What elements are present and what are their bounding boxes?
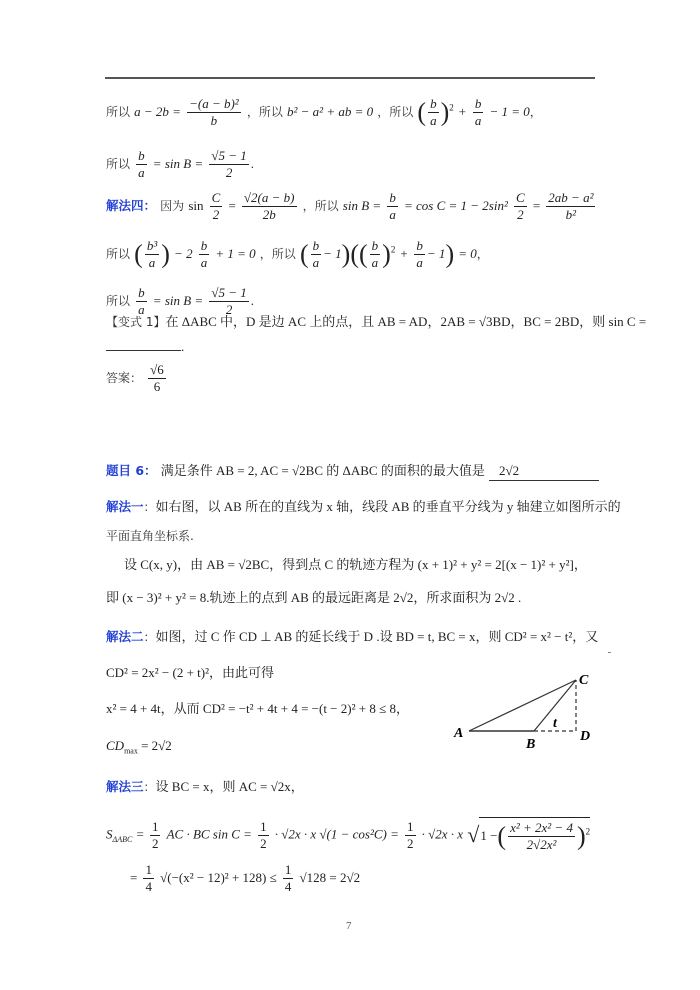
method3-line2 <box>106 817 590 853</box>
numerator: 1 <box>145 862 152 877</box>
fraction <box>209 148 248 181</box>
math: = <box>130 870 138 885</box>
denominator: a <box>138 302 145 317</box>
denominator: 4 <box>284 879 292 894</box>
text: 因为 <box>160 199 185 213</box>
paren-close: ) <box>576 821 586 851</box>
numerator: b <box>389 190 396 205</box>
denominator: 4 <box>145 879 152 894</box>
fraction <box>143 862 154 895</box>
math: sin <box>188 198 204 213</box>
sqrt-sign: √ <box>467 822 480 847</box>
header-rule <box>105 77 595 79</box>
method3-tail-line1: 所以 a − 2b = $\frac{\text{−(a − b)²}}{b}$ ，所以 b² − a² + ab = 0 ，所以 ( $\frac{b}{a}$ )$^2$ + $\frac{b}{a}$ − 1 = 0， <box>106 96 542 128</box>
variant-text: 在 ΔABC 中，D 是边 AC 上的点，且 AB = AD，2AB = √3BD，BC = 2BD，则 sin C = <box>165 314 647 329</box>
math: = 0 <box>458 246 477 261</box>
text: 所以 <box>106 247 131 261</box>
paren-open: ( <box>417 97 427 127</box>
numerator: b <box>200 238 208 253</box>
text: 平面直角坐标系. <box>106 529 194 543</box>
text: 如图，过 C 作 CD ⊥ AB 的延长线于 D .设 BD = t, BC = x，则 CD² = x² − t²，又 <box>155 629 599 644</box>
label-c: C <box>579 673 589 688</box>
math: − 1 <box>426 246 446 261</box>
numerator: b <box>474 96 482 111</box>
fraction <box>414 238 425 271</box>
problem-text: 满足条件 AB = 2, AC = √2BC 的 ΔABC 的面积的最大值是 <box>160 463 485 478</box>
method3-line3 <box>130 862 360 895</box>
math: √(−(x² − 12)² + 128) ≤ <box>160 870 277 885</box>
stray-mark <box>608 652 611 653</box>
denominator: b² <box>565 207 577 222</box>
paren-close: ) <box>161 239 170 269</box>
fraction <box>514 190 527 223</box>
denominator: a <box>148 255 156 270</box>
method3-tail-line2 <box>106 148 254 181</box>
fraction <box>199 238 210 271</box>
text: . <box>250 293 255 308</box>
numerator: C <box>211 190 221 205</box>
text: 即 (x − 3)² + y² = 8.轨迹上的点到 AB 的最远距离是 2√2，所求面积为 2√2 . <box>106 590 522 605</box>
math: = <box>532 198 541 213</box>
text: ： <box>143 630 156 644</box>
paren-open: ( <box>497 821 507 851</box>
page-number: 7 <box>346 920 352 932</box>
subscript: max <box>124 746 138 756</box>
denominator: a <box>312 255 320 270</box>
text: ： <box>143 500 156 514</box>
numerator: b <box>430 96 437 111</box>
text: ，所以 <box>377 105 414 119</box>
text: 设 C(x, y)，由 AB = √2BC，得到点 C 的轨迹方程为 (x + 1)² + y² = 2[(x − 1)² + y²]， <box>124 557 587 572</box>
text: 所以 <box>106 294 131 308</box>
problem6-statement <box>106 462 599 481</box>
label-a: A <box>454 726 464 741</box>
math: sin B = <box>342 198 382 213</box>
denominator: b <box>210 113 218 128</box>
fraction <box>150 819 161 852</box>
numerator: √2(a − b) <box>243 190 295 205</box>
paren-open: ( <box>359 239 368 269</box>
method2-line1 <box>106 628 598 647</box>
denominator: 2 <box>517 207 524 222</box>
text: 设 BC = x，则 AC = √2x， <box>155 779 304 794</box>
text: ： <box>143 780 156 794</box>
denominator: 2b <box>262 207 276 222</box>
denominator: 2 <box>225 165 233 180</box>
math: = cos C = 1 − 2sin² <box>403 198 508 213</box>
variant1-blank-line <box>106 338 184 357</box>
method3-line1 <box>106 778 304 797</box>
math: a − 2b = <box>134 104 181 119</box>
numerator: √5 − 1 <box>211 285 247 300</box>
numerator: b <box>416 238 423 253</box>
paren-close: ) <box>445 239 455 269</box>
answer-blank <box>106 338 181 351</box>
paren-open: ( <box>350 239 359 269</box>
numerator: b <box>138 285 145 300</box>
math: √128 = 2√2 <box>299 870 361 885</box>
denominator: 6 <box>153 379 161 394</box>
fraction <box>242 190 297 223</box>
fraction <box>283 862 294 895</box>
method1-label: 解法一 <box>106 499 144 514</box>
text: 所以 <box>106 105 131 119</box>
fraction <box>210 190 223 223</box>
math: · √2x · x <box>421 826 464 842</box>
problem-answer: 2√2 <box>489 462 599 481</box>
method4-line2: 所以 ( $\frac{\text{b³}}{a}$ ) − 2 $\frac{b}{a}$ + 1 = 0 ，所以 ( $\frac{b}{a}$ − 1)(( $\frac{b}{a}$ )$^2$ + $\frac{b}{a}$ − 1) = 0， <box>106 238 489 270</box>
fraction <box>387 190 398 223</box>
math: S <box>106 826 113 842</box>
label-d: D <box>580 729 591 744</box>
numerator: b <box>371 238 379 253</box>
text: ， <box>476 247 489 261</box>
math: + 1 = 0 <box>215 246 256 261</box>
math: − 1 = 0 <box>489 104 530 119</box>
numerator: b <box>312 238 320 253</box>
answer-label: 答案： <box>106 371 143 385</box>
method1-line2 <box>106 527 194 546</box>
variant1-statement <box>106 313 646 332</box>
fraction <box>311 238 322 271</box>
fraction <box>405 819 416 852</box>
denominator: 2 <box>212 207 220 222</box>
denominator: a <box>138 165 145 180</box>
numerator: 1 <box>407 818 414 834</box>
denominator: a <box>430 113 437 128</box>
paren-open: ( <box>134 239 143 269</box>
fraction <box>546 190 595 223</box>
text: . <box>181 339 185 354</box>
denominator: 2 <box>151 835 159 851</box>
numerator: √6 <box>150 362 164 377</box>
math: = sin B = <box>152 293 204 308</box>
fraction <box>187 96 241 129</box>
fraction <box>428 96 439 129</box>
math: − 2 <box>174 246 193 261</box>
math: = 2√2 <box>137 738 172 753</box>
method2-line3 <box>106 700 409 719</box>
text: ， <box>529 105 542 119</box>
math: · √2x · x √(1 − cos²C) = <box>274 826 399 842</box>
numerator: x² + 2x² − 4 <box>510 820 573 835</box>
fraction <box>508 820 575 853</box>
text: ，所以 <box>246 105 283 119</box>
math: AC · BC sin C = <box>166 826 252 842</box>
variant-tag: 【变式 1】 <box>106 315 166 329</box>
numerator: b³ <box>146 238 158 253</box>
method4-label: 解法四： <box>106 198 157 213</box>
subscript: ΔABC <box>112 835 133 845</box>
numerator: 2ab − a² <box>548 190 594 205</box>
text: ，所以 <box>302 199 339 213</box>
paren-close: ) <box>341 239 351 269</box>
label-b: B <box>526 737 536 752</box>
numerator: −(a − b)² <box>189 96 239 111</box>
label-t: t <box>553 716 557 731</box>
fraction <box>258 819 269 852</box>
problem-label: 题目 6： <box>106 463 157 478</box>
math: 1 − <box>480 828 498 843</box>
exponent: 2 <box>585 826 591 837</box>
segment-ac <box>469 680 576 731</box>
math: = <box>136 826 144 842</box>
method1-line4 <box>106 589 521 608</box>
math: + <box>457 104 467 119</box>
text: . <box>250 156 255 171</box>
denominator: 2 <box>225 302 233 317</box>
denominator: 2√2x² <box>526 837 557 852</box>
denominator: a <box>200 255 208 270</box>
numerator: √5 − 1 <box>211 148 247 163</box>
denominator: a <box>416 255 423 270</box>
math: = sin B = <box>152 156 204 171</box>
variant1-answer <box>106 362 168 395</box>
method2-line4 <box>106 737 172 761</box>
method2-line2 <box>106 664 274 683</box>
numerator: 1 <box>260 818 267 834</box>
math: CD <box>106 738 125 753</box>
text: x² = 4 + 4t，从而 CD² = −t² + 4t + 4 = −(t − 2)² + 8 ≤ 8， <box>106 701 409 716</box>
method4-line1 <box>106 190 597 223</box>
numerator: 1 <box>151 818 159 834</box>
numerator: C <box>516 190 525 205</box>
method3-label: 解法三 <box>106 779 144 794</box>
denominator: a <box>389 207 396 222</box>
paren-open: ( <box>299 239 309 269</box>
triangle-diagram <box>440 660 610 755</box>
numerator: b <box>138 148 145 163</box>
math: b² − a² + ab = 0 <box>287 104 374 119</box>
fraction <box>148 362 166 395</box>
fraction <box>136 148 147 181</box>
text: ，所以 <box>259 247 296 261</box>
denominator: 2 <box>260 835 267 851</box>
text: CD² = 2x² − (2 + t)²，由此可得 <box>106 665 275 680</box>
paren-close: ) <box>440 97 450 127</box>
math: − 1 <box>323 246 342 261</box>
method1-line1 <box>106 498 621 517</box>
fraction <box>473 96 484 129</box>
method2-label: 解法二 <box>106 629 144 644</box>
text: 所以 <box>106 157 131 171</box>
fraction <box>370 238 381 271</box>
text: 如右图，以 AB 所在的直线为 x 轴，线段 AB 的垂直平分线为 y 轴建立如图所示的 <box>155 499 621 514</box>
denominator: a <box>474 113 482 128</box>
method1-line3 <box>124 556 587 575</box>
fraction <box>145 238 159 271</box>
paren-close: ) <box>382 239 391 269</box>
math: = <box>228 198 236 213</box>
math: + <box>399 246 409 261</box>
denominator: a <box>371 255 379 270</box>
numerator: 1 <box>284 862 292 877</box>
sqrt-body <box>479 817 590 853</box>
denominator: 2 <box>407 835 414 851</box>
